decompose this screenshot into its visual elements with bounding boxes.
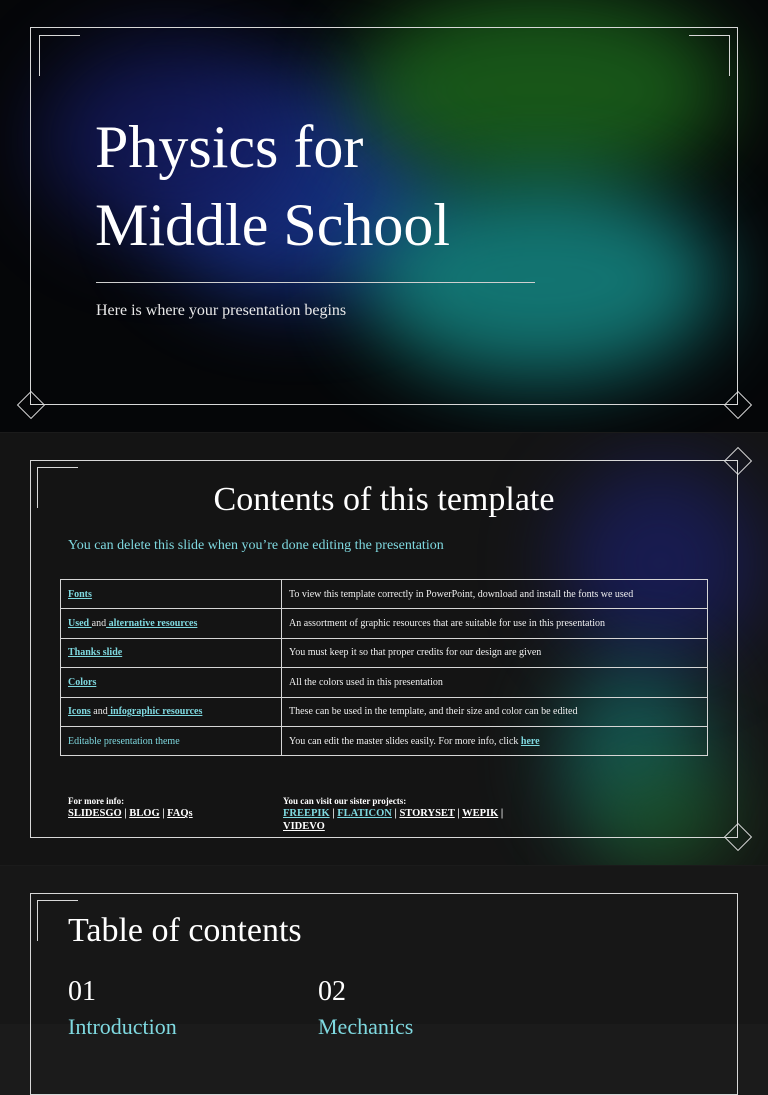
thanks-slide-link[interactable]: Thanks slide (68, 647, 123, 659)
link-separator: | (454, 808, 463, 819)
link-separator: | (498, 808, 504, 819)
table-cell-description (282, 726, 708, 755)
contents-table (60, 579, 708, 756)
corner-ornament-top-left (39, 35, 80, 76)
more-info-links (68, 807, 193, 820)
more-info-block (68, 796, 193, 820)
colors-link[interactable]: Colors (68, 676, 97, 688)
table-row (61, 726, 708, 755)
title-divider (96, 282, 535, 283)
table-cell-label (61, 668, 282, 697)
table-row (61, 609, 708, 638)
alternative-resources-link[interactable]: alternative resources (106, 618, 198, 630)
used-resources-link[interactable]: Used (68, 618, 92, 630)
and-text: and (90, 706, 108, 718)
table-cell-description: An assortment of graphic resources that are suitable for use in this presentation (282, 609, 708, 638)
faqs-link[interactable]: FAQs (167, 808, 193, 819)
contents-title: Contents of this template (213, 481, 555, 518)
storyset-link[interactable]: STORYSET (399, 808, 455, 819)
here-link[interactable]: here (520, 735, 540, 747)
flaticon-link[interactable]: FLATICON (337, 808, 392, 819)
section-number: 02 (318, 976, 346, 1007)
section-number: 01 (68, 976, 96, 1007)
corner-ornament-top-right (689, 35, 730, 76)
slide-title[interactable] (0, 0, 768, 432)
table-cell-label (61, 580, 282, 609)
slidesgo-link[interactable]: SLIDESGO (68, 808, 122, 819)
section-title: Introduction (68, 1014, 177, 1039)
blog-link[interactable]: BLOG (129, 808, 160, 819)
sister-projects-block (283, 796, 523, 833)
sister-projects-label: You can visit our sister projects: (283, 796, 407, 806)
master-slides-text: You can edit the master slides easily. For more info, click (289, 735, 521, 747)
icons-link[interactable]: Icons (68, 706, 91, 718)
table-cell-description: These can be used in the template, and their size and color can be edited (282, 697, 708, 726)
link-separator: | (329, 808, 338, 819)
table-row (61, 697, 708, 726)
table-cell-description: You must keep it so that proper credits for our design are given (282, 638, 708, 667)
table-cell-label (61, 697, 282, 726)
link-separator: | (159, 808, 168, 819)
infographic-resources-link[interactable]: infographic resources (107, 706, 203, 718)
table-cell-label (61, 726, 282, 755)
sister-projects-links (283, 807, 523, 833)
title-line-1: Physics for (95, 114, 364, 180)
table-of-contents-title: Table of contents (68, 912, 302, 949)
delete-slide-note: You can delete this slide when you’re done editing the presentation (68, 538, 444, 553)
and-text: and (91, 618, 107, 630)
wepik-link[interactable]: WEPIK (462, 808, 499, 819)
fonts-link[interactable]: Fonts (68, 588, 92, 600)
table-row (61, 668, 708, 697)
videvo-link[interactable]: VIDEVO (283, 821, 325, 832)
table-cell-label (61, 609, 282, 638)
table-cell-description: To view this template correctly in PowerPoint, download and install the fonts we used (282, 580, 708, 609)
title-line-2: Middle School (95, 192, 450, 258)
editable-theme-label: Editable presentation theme (68, 735, 180, 747)
link-separator: | (391, 808, 400, 819)
table-row (61, 580, 708, 609)
freepik-link[interactable]: FREEPIK (283, 808, 330, 819)
more-info-label: For more info: (68, 796, 125, 806)
link-separator: | (121, 808, 130, 819)
presentation-subtitle: Here is where your presentation begins (96, 302, 347, 319)
presentation-title (95, 108, 450, 264)
table-cell-description: All the colors used in this presentation (282, 668, 708, 697)
table-row (61, 638, 708, 667)
section-title: Mechanics (318, 1014, 414, 1039)
table-cell-label (61, 638, 282, 667)
